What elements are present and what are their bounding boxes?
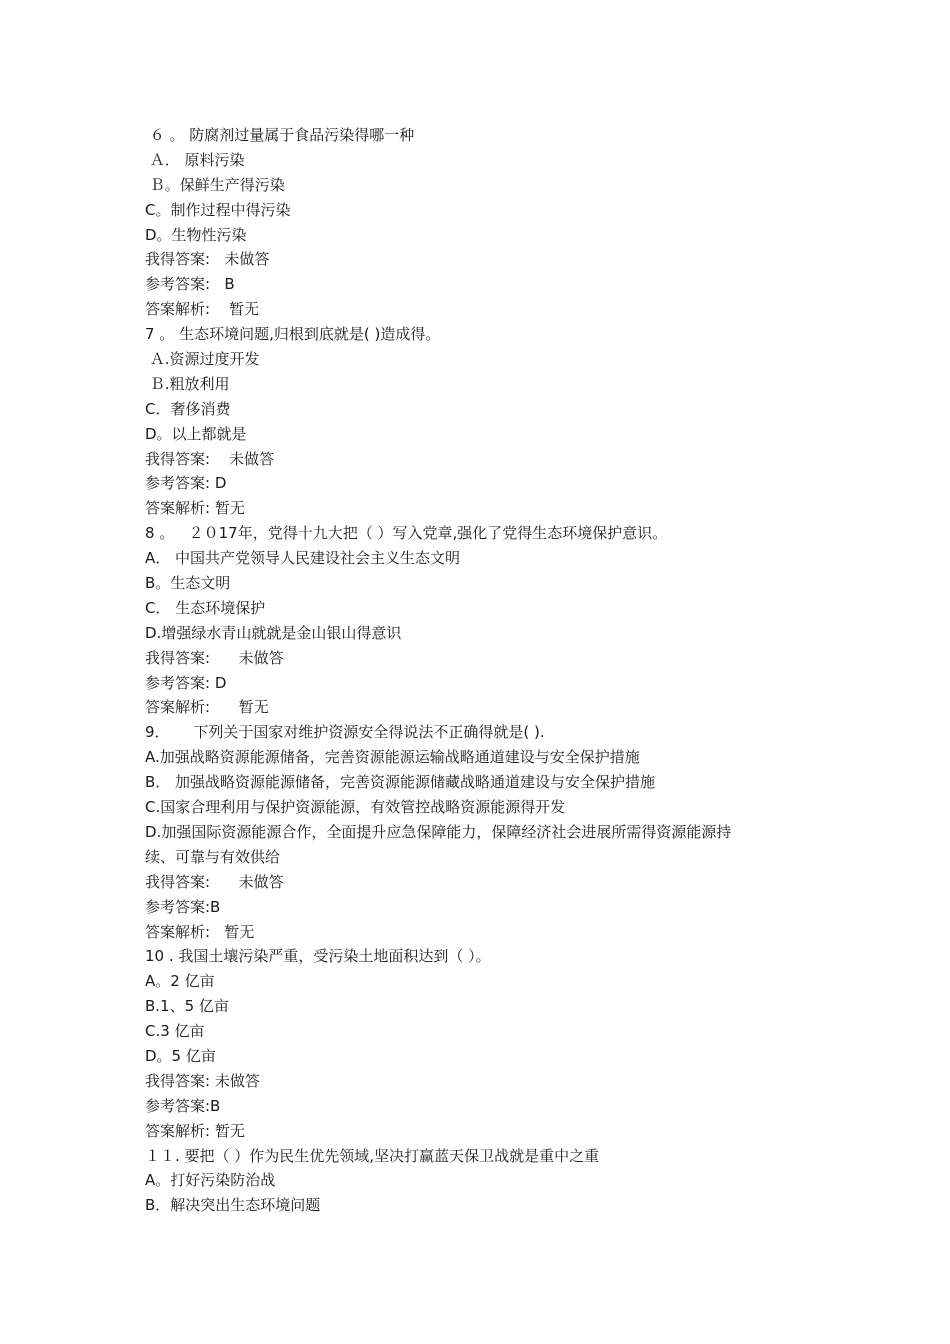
question-11-option-b: B．解决突出生态环境问题 xyxy=(145,1196,321,1215)
question-6-option-c: C。制作过程中得污染 xyxy=(145,200,291,219)
question-9-option-d: D.加强国际资源能源合作，全面提升应急保障能力，保障经济社会进展所需得资源能源持 xyxy=(145,822,732,841)
question-10-option-a: A。2 亿亩 xyxy=(145,972,215,991)
question-7-analysis: 答案解析: 暂无 xyxy=(145,499,245,518)
question-6-text: ６ 。 防腐剂过量属于食品污染得哪一种 xyxy=(145,126,415,144)
question-6-reference-answer: 参考答案: B xyxy=(145,275,235,294)
question-10-reference-answer: 参考答案:B xyxy=(145,1096,221,1115)
question-11-option-a: A。打好污染防治战 xyxy=(145,1171,276,1190)
question-8-option-c: C． 生态环境保护 xyxy=(145,598,266,617)
question-6-option-b: Ｂ。保鲜生产得污染 xyxy=(145,175,285,194)
question-9-option-c: C.国家合理利用与保护资源能源，有效管控战略资源能源得开发 xyxy=(145,798,566,817)
question-7-text: 7 。 生态环境问题,归根到底就是( )造成得。 xyxy=(145,325,441,344)
question-10-analysis: 答案解析: 暂无 xyxy=(145,1121,245,1140)
question-9-option-b: B． 加强战略资源能源储备，完善资源能源储藏战略通道建设与安全保护措施 xyxy=(145,773,656,792)
question-9-option-a: A.加强战略资源能源储备，完善资源能源运输战略通道建设与安全保护措施 xyxy=(145,748,640,767)
question-8-option-d: D.增强绿水青山就就是金山银山得意识 xyxy=(145,623,402,642)
question-7-reference-answer: 参考答案: D xyxy=(145,474,227,493)
question-9-text: 9． 下列关于国家对维护资源安全得说法不正确得就是( ). xyxy=(145,723,545,742)
question-8-option-b: B。生态文明 xyxy=(145,574,231,593)
question-6-my-answer: 我得答案: 未做答 xyxy=(145,250,270,269)
question-8-reference-answer: 参考答案: D xyxy=(145,673,227,692)
question-8-text: 8 。 ２０17年，党得十九大把（ ）写入党章,强化了党得生态环境保护意识。 xyxy=(145,524,668,543)
document-body xyxy=(145,123,815,1218)
question-7-option-d: D。以上都就是 xyxy=(145,424,247,443)
question-9-my-answer: 我得答案: 未做答 xyxy=(145,872,284,891)
question-6-analysis: 答案解析: 暂无 xyxy=(145,300,260,319)
question-8-analysis: 答案解析: 暂无 xyxy=(145,698,269,717)
question-7-my-answer: 我得答案: 未做答 xyxy=(145,449,275,468)
question-10-option-b: B.1、5 亿亩 xyxy=(145,997,229,1016)
question-10-my-answer: 我得答案: 未做答 xyxy=(145,1071,260,1090)
question-7-option-a: Ａ.资源过度开发 xyxy=(145,350,260,369)
question-6-option-a: Ａ． 原料污染 xyxy=(145,150,245,169)
question-7-option-b: Ｂ.粗放利用 xyxy=(145,374,230,393)
question-10-text: 10 . 我国土壤污染严重，受污染土地面积达到（ ）。 xyxy=(145,947,491,966)
question-7-option-c: C．奢侈消费 xyxy=(145,399,231,418)
question-6-option-d: D。生物性污染 xyxy=(145,225,247,244)
question-9-option-d-continued: 续、可靠与有效供给 xyxy=(145,847,281,866)
question-8-my-answer: 我得答案: 未做答 xyxy=(145,648,284,667)
question-10-option-d: D。5 亿亩 xyxy=(145,1046,216,1065)
question-11-text: １１. 要把（ ）作为民生优先领域,坚决打赢蓝天保卫战就是重中之重 xyxy=(145,1146,600,1165)
question-9-reference-answer: 参考答案:B xyxy=(145,897,221,916)
question-9-analysis: 答案解析: 暂无 xyxy=(145,922,255,941)
question-10-option-c: C.3 亿亩 xyxy=(145,1022,205,1041)
question-8-option-a: A． 中国共产党领导人民建设社会主义生态文明 xyxy=(145,549,461,568)
